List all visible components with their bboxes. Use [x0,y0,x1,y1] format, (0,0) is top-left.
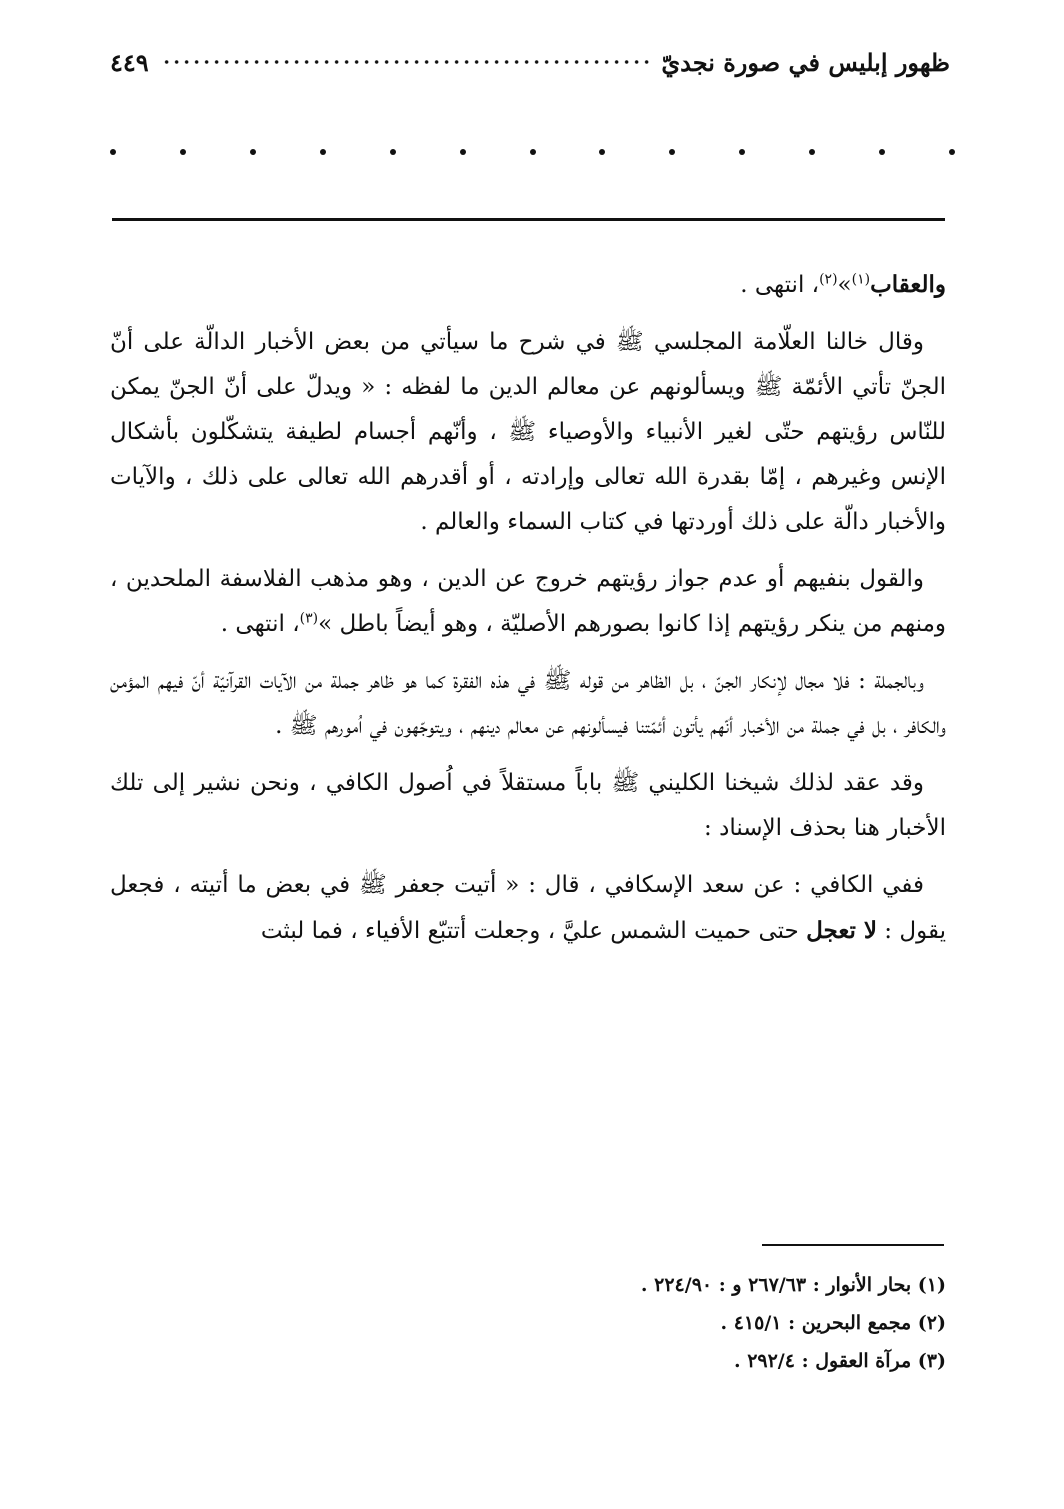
running-header [110,42,950,82]
page-number: ٤٤٩ [110,47,149,77]
footnote-2: (٢) مجمع البحرين : ٤١٥/١ . [720,1312,946,1334]
paragraph-3-end: ، انتهى . [220,611,300,637]
paragraph-1-end: ، انتهى . [740,272,820,298]
page-body [110,262,946,966]
paragraph-6-end: حتى حميت الشمس عليَّ ، وجعلت أتتبّع الأفياء ، فما لبثت [260,918,799,944]
header-rule [112,218,945,221]
paragraph-3-text: والقول بنفيهم أو عدم جواز رؤيتهم خروج عن الدين ، وهو مذهب الفلاسفة الملحدين ، ومنهم من ينكر رؤيتهم إذا كانوا بصورهم الأصليّة ، وهو أيضاً باطل » [110,566,946,637]
footnote-3: (٣) مرآة العقول : ٢٩٢/٤ . [733,1350,946,1372]
paragraph-6 [110,863,946,954]
paragraph-2: وقال خالنا العلّامة المجلسي ﷺ في شرح ما سيأتي من بعض الأخبار الدالّة على أنّ الجنّ تأتي الأئمّة ﷺ ويسألونهم عن معالم الدين ما لفظه : « ويدلّ على أنّ الجنّ يمكن للنّاس رؤيتهم حتّى لغير الأنبياء والأوصياء ﷺ ، وأنّهم أجسام لطيفة يتشكّلون بأشكال الإنس وغيرهم ، إمّا بقدرة الله تعالى وإرادته ، أو أقدرهم الله تعالى على ذلك ، والآيات والأخبار دالّة على ذلك أوردتها في كتاب السماء والعالم . [110,329,946,535]
ornament-dots [110,145,955,159]
header-title: ظهور إبليس في صورة نجديّ [661,47,950,77]
bold-phrase: لا تعجل [806,917,877,944]
paragraph-3 [110,557,946,647]
footnote-1: (١) بحار الأنوار : ٢٦٧/٦٣ و : ٢٢٤/٩٠ . [640,1274,946,1296]
footnote-ref-3: (٣) [299,610,319,627]
paragraph-6-start: ففي الكافي : عن سعد الإسكافي ، قال : « أتيت جعفر ﷺ في بعض ما أتيته ، فجعل يقول : [110,872,946,944]
quote-mark: » [837,272,852,298]
paragraph-4: وبالجملة : فلا مجال لإنكار الجنّ ، بل الظاهر من قوله ﷺ في هذه الفقرة كما هو ظاهر جملة من الآيات القرآنيّة أنّ فيهم المؤمن والكافر ، بل في جملة من الأخبار أنّهم يأتون أئمّتنا فيسألونهم عن معالم دينهم ، ويتوجّهون في اُمورهم ﷺ . [110,668,946,739]
footnote-ref-2: (٢) [819,271,838,288]
dot-leader [159,58,652,66]
bold-word: والعقاب [870,271,946,298]
paragraph-1 [110,262,946,308]
footnotes [110,1266,946,1380]
footnote-rule [762,1244,944,1246]
paragraph-5: وقد عقد لذلك شيخنا الكليني ﷺ باباً مستقلاً في اُصول الكافي ، ونحن نشير إلى تلك الأخبار هنا بحذف الإسناد : [110,770,946,841]
footnote-ref-1: (١) [851,271,871,288]
